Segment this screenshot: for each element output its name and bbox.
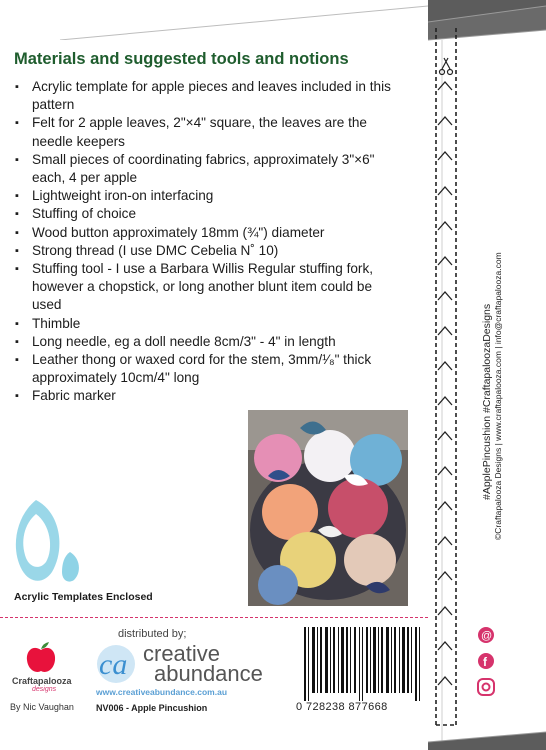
distributed-by-label: distributed by; bbox=[118, 628, 187, 640]
materials-item: ▪ Strong thread (I use DMC Cebelia N˚ 10) bbox=[14, 242, 404, 260]
materials-item: ▪ Wood button approximately 18mm (¾") diameter bbox=[14, 224, 404, 242]
svg-text:f: f bbox=[483, 655, 487, 669]
apple-pincushions-photo bbox=[248, 410, 408, 606]
envelope-flap bbox=[0, 0, 428, 40]
email-icon bbox=[478, 627, 494, 643]
materials-heading: Materials and suggested tools and notions bbox=[14, 50, 349, 68]
svg-text:@: @ bbox=[481, 630, 493, 642]
facebook-icon bbox=[478, 653, 494, 669]
materials-item: ▪ Acrylic template for apple pieces and leaves included in this pattern bbox=[14, 78, 404, 114]
materials-item: ▪ Small pieces of coordinating fabrics, approximately 3"×6" each, 4 per apple bbox=[14, 151, 404, 187]
materials-item: ▪ Leather thong or waxed cord for the stem, 3mm/¹⁄₈" thick approximately 10cm/4" long bbox=[14, 351, 404, 387]
materials-item: ▪ Felt for 2 apple leaves, 2"×4" square, the leaves are the needle keepers bbox=[14, 114, 404, 150]
social-icons bbox=[476, 625, 496, 697]
materials-item: ▪ Long needle, eg a doll needle 8cm/3" - 4" in length bbox=[14, 333, 404, 351]
copyright-credit: ©Craftapalooza Designs | www.craftapalooza.com | info@craftapalooza.com bbox=[493, 252, 503, 540]
barcode-number: 0 728238 877668 bbox=[296, 701, 388, 713]
creative-abundance-logo-icon bbox=[88, 640, 144, 686]
acrylic-template-icon bbox=[8, 496, 88, 588]
distributor-url: www.creativeabundance.com.au bbox=[96, 687, 228, 697]
publisher-name: Craftapalooza bbox=[12, 676, 72, 686]
hashtags: #ApplePincushion #CraftapaloozaDesigns bbox=[481, 303, 493, 500]
product-code: NV006 - Apple Pincushion bbox=[96, 703, 208, 713]
materials-item: ▪ Fabric marker bbox=[14, 387, 404, 405]
instagram-icon bbox=[478, 679, 494, 695]
templates-label: Acrylic Templates Enclosed bbox=[14, 591, 153, 603]
author-credit: By Nic Vaughan bbox=[10, 702, 74, 712]
materials-item: ▪ Lightweight iron-on interfacing bbox=[14, 187, 404, 205]
distributor-name-line1: creative bbox=[143, 641, 221, 666]
svg-text:ca: ca bbox=[99, 648, 128, 681]
materials-list bbox=[14, 78, 404, 406]
distributor-name-line2: abundance bbox=[154, 661, 263, 686]
publisher-sub: designs bbox=[32, 686, 57, 693]
barcode-icon bbox=[302, 627, 424, 701]
apple-logo-icon bbox=[24, 640, 58, 676]
materials-item: ▪ Thimble bbox=[14, 315, 404, 333]
materials-item: ▪ Stuffing tool - I use a Barbara Willis Regular stuffing fork, however a chopstick, or long another blunt item could be used bbox=[14, 260, 404, 315]
cut-line bbox=[0, 617, 428, 618]
materials-item: ▪ Stuffing of choice bbox=[14, 205, 404, 223]
